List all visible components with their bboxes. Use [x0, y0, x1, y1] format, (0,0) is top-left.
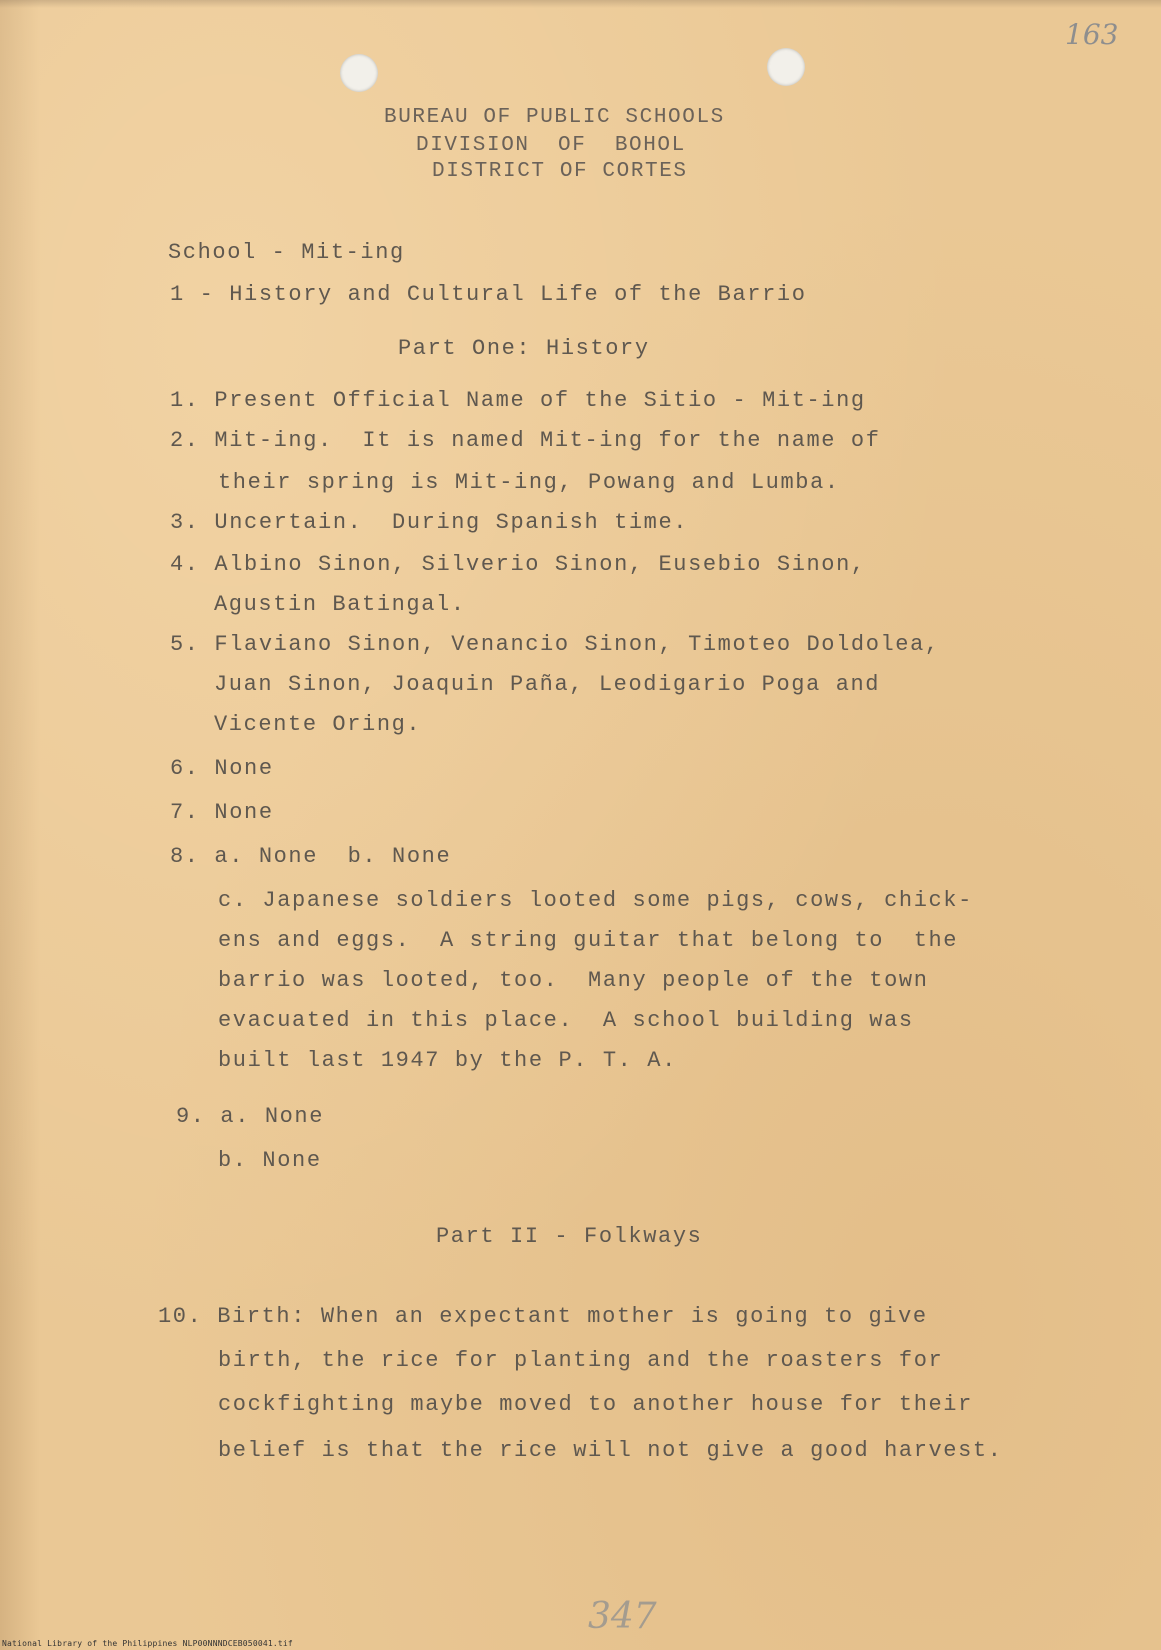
school-line: School - Mit-ing — [168, 240, 405, 265]
item-10-line-4: belief is that the rice will not give a good harvest. — [218, 1438, 1003, 1463]
item-4-line-1: 4. Albino Sinon, Silverio Sinon, Eusebio Sinon, — [170, 552, 866, 577]
item-8c-line-5: built last 1947 by the P. T. A. — [218, 1048, 677, 1073]
punch-hole-right — [767, 48, 805, 86]
item-5-line-3: Vicente Oring. — [214, 712, 422, 737]
header-line-3: DISTRICT OF CORTES — [432, 160, 688, 183]
item-8c-line-3: barrio was looted, too. Many people of the town — [218, 968, 929, 993]
item-4-line-2: Agustin Batingal. — [214, 592, 466, 617]
item-8c-line-2: ens and eggs. A string guitar that belong to the — [218, 928, 959, 953]
section-1-title: 1 - History and Cultural Life of the Barrio — [170, 282, 807, 307]
item-8c-line-1: c. Japanese soldiers looted some pigs, cows, chick- — [218, 888, 973, 913]
item-8c-line-4: evacuated in this place. A school building was — [218, 1008, 914, 1033]
paper-top-edge — [0, 0, 1161, 8]
item-10-line-1: 10. Birth: When an expectant mother is going to give — [158, 1304, 928, 1329]
header-line-2: DIVISION OF BOHOL — [416, 134, 686, 157]
item-3: 3. Uncertain. During Spanish time. — [170, 510, 689, 535]
item-5-line-1: 5. Flaviano Sinon, Venancio Sinon, Timoteo Doldolea, — [170, 632, 940, 657]
item-10-line-2: birth, the rice for planting and the roasters for — [218, 1348, 944, 1373]
item-10-line-3: cockfighting maybe moved to another house for their — [218, 1392, 973, 1417]
item-5-line-2: Juan Sinon, Joaquin Paña, Leodigario Poga and — [214, 672, 881, 697]
bottom-page-number: 347 — [588, 1596, 657, 1637]
item-8-line-1: 8. a. None b. None — [170, 844, 452, 869]
part-two-title: Part II - Folkways — [436, 1224, 703, 1249]
corner-page-number: 163 — [1065, 18, 1119, 51]
item-9-line-2: b. None — [218, 1148, 322, 1173]
part-one-title: Part One: History — [398, 336, 650, 361]
item-9-line-1: 9. a. None — [176, 1104, 325, 1129]
footer-caption: National Library of the Philippines NLP00NNNDCEB050041.tif — [2, 1639, 293, 1648]
header-line-1: BUREAU OF PUBLIC SCHOOLS — [384, 106, 725, 129]
item-6: 6. None — [170, 756, 274, 781]
item-7: 7. None — [170, 800, 274, 825]
item-2-line-1: 2. Mit-ing. It is named Mit-ing for the name of — [170, 428, 881, 453]
item-2-line-2: their spring is Mit-ing, Powang and Lumba. — [218, 470, 840, 495]
punch-hole-left — [340, 54, 378, 92]
item-1: 1. Present Official Name of the Sitio - Mit-ing — [170, 388, 866, 413]
